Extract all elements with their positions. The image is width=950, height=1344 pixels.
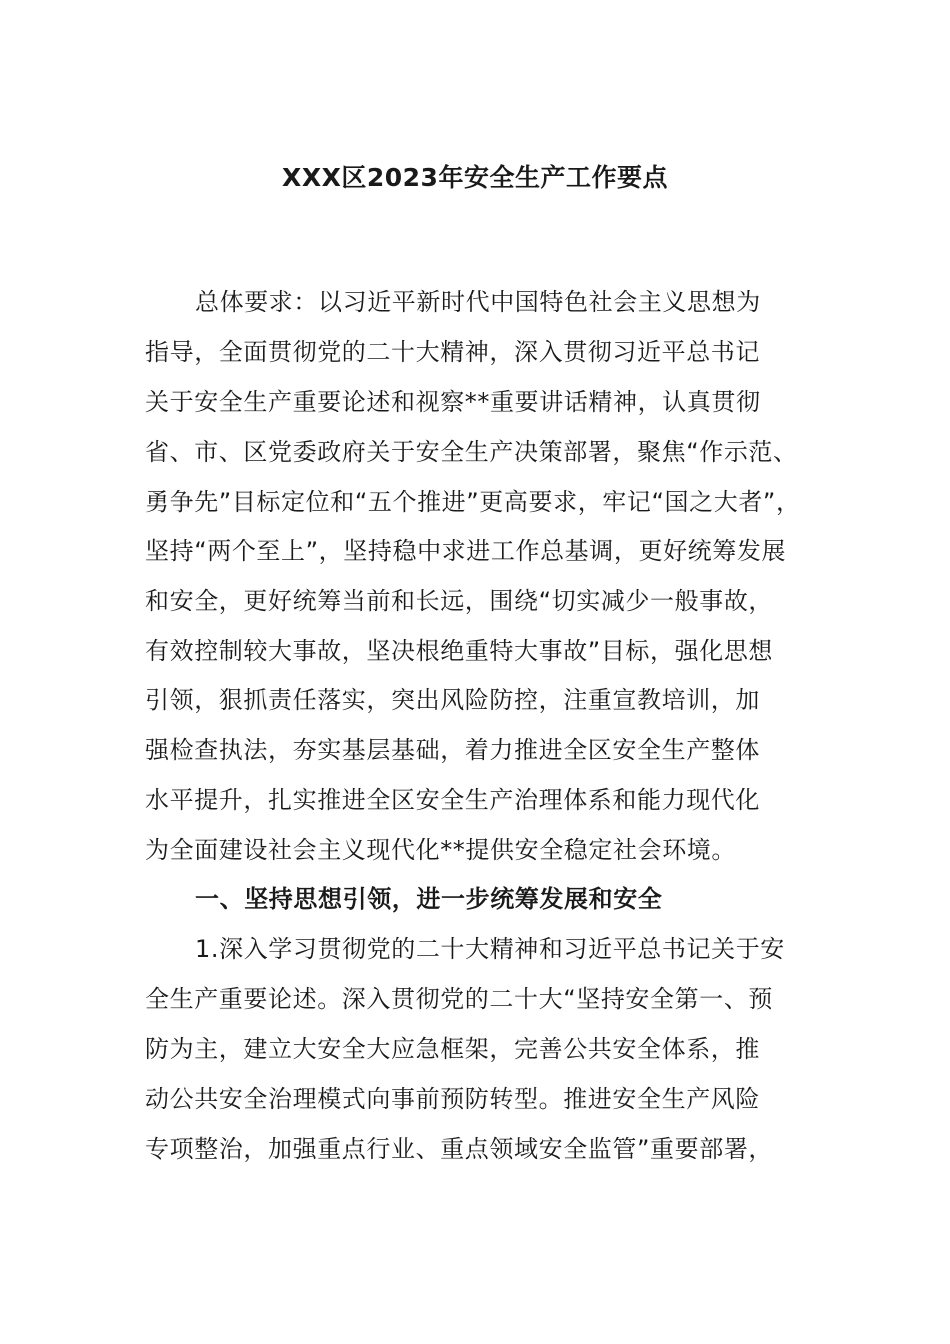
paragraph-line-2: 指导，全面贯彻党的二十大精神，深入贯彻习近平总书记 bbox=[145, 338, 760, 366]
item-1-line-2: 全生产重要论述。深入贯彻党的二十大“坚持安全第一、预 bbox=[145, 985, 774, 1013]
paragraph-line-10: 强检查执法，夯实基层基础，着力推进全区安全生产整体 bbox=[145, 736, 760, 764]
document-title: XXX区2023年安全生产工作要点 bbox=[282, 163, 668, 192]
item-1-line-4: 动公共安全治理模式向事前预防转型。推进安全生产风险 bbox=[145, 1085, 760, 1113]
paragraph-line-4: 省、市、区党委政府关于安全生产决策部署，聚焦“作示范、 bbox=[145, 438, 798, 466]
section-heading-1: 一、坚持思想引领，进一步统筹发展和安全 bbox=[195, 885, 663, 913]
item-1-line-1: 1.深入学习贯彻党的二十大精神和习近平总书记关于安 bbox=[195, 935, 785, 963]
paragraph-line-8: 有效控制较大事故，坚决根绝重特大事故”目标，强化思想 bbox=[145, 637, 774, 665]
paragraph-line-6: 坚持“两个至上”，坚持稳中求进工作总基调，更好统筹发展 bbox=[145, 537, 787, 565]
paragraph-line-7: 和安全，更好统筹当前和长远，围绕“切实减少一般事故， bbox=[145, 587, 774, 615]
paragraph-line-9: 引领，狠抓责任落实，突出风险防控，注重宣教培训，加 bbox=[145, 686, 760, 714]
paragraph-line-5: 勇争先”目标定位和“五个推进”更高要求，牢记“国之大者”， bbox=[145, 488, 801, 516]
paragraph-line-11: 水平提升，扎实推进全区安全生产治理体系和能力现代化 bbox=[145, 786, 760, 814]
paragraph-line-3: 关于安全生产重要论述和视察**重要讲话精神，认真贯彻 bbox=[145, 388, 761, 416]
paragraph-line-12: 为全面建设社会主义现代化**提供安全稳定社会环境。 bbox=[145, 836, 736, 864]
item-1-line-5: 专项整治，加强重点行业、重点领域安全监管”重要部署， bbox=[145, 1135, 774, 1163]
item-1-line-3: 防为主，建立大安全大应急框架，完善公共安全体系，推 bbox=[145, 1035, 760, 1063]
paragraph-line-1: 总体要求：以习近平新时代中国特色社会主义思想为 bbox=[195, 288, 761, 316]
